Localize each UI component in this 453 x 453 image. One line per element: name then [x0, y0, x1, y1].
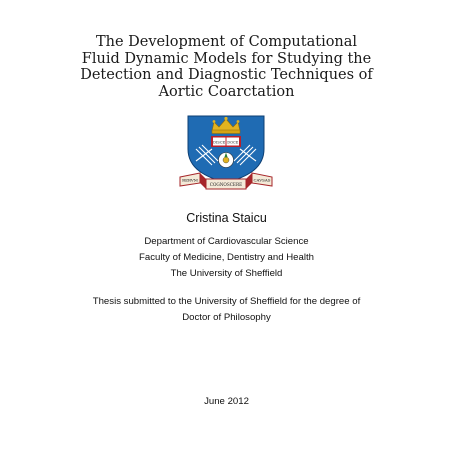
university-crest-icon — [178, 113, 274, 193]
book-icon — [211, 136, 241, 147]
thesis-statement-line-1: Thesis submitted to the University of Sheffield for the degree of — [92, 296, 361, 307]
title-line-3: Detection and Diagnostic Techniques of — [80, 67, 373, 83]
title-line-2: Fluid Dynamic Models for Studying the — [81, 50, 372, 67]
thesis-title — [0, 34, 453, 100]
rose-icon — [219, 153, 234, 168]
title-line-4: Aortic Coarctation — [158, 83, 295, 100]
title-line-1: The Development of Computational — [95, 34, 358, 50]
motto-word-3: CAVSAS — [253, 177, 271, 183]
faculty: Faculty of Medicine, Dentistry and Health — [139, 252, 314, 263]
book-right-text: DOCE — [227, 140, 239, 145]
department: Department of Cardiovascular Science — [144, 236, 309, 247]
author-name: Cristina Staicu — [186, 211, 267, 225]
motto-word-1: RERVM — [182, 177, 198, 183]
book-left-text: DISCE — [213, 140, 226, 145]
motto-word-2: COGNOSCERE — [209, 181, 243, 187]
submission-date: June 2012 — [204, 396, 249, 407]
university: The University of Sheffield — [170, 268, 283, 279]
thesis-statement-line-2: Doctor of Philosophy — [182, 312, 271, 323]
